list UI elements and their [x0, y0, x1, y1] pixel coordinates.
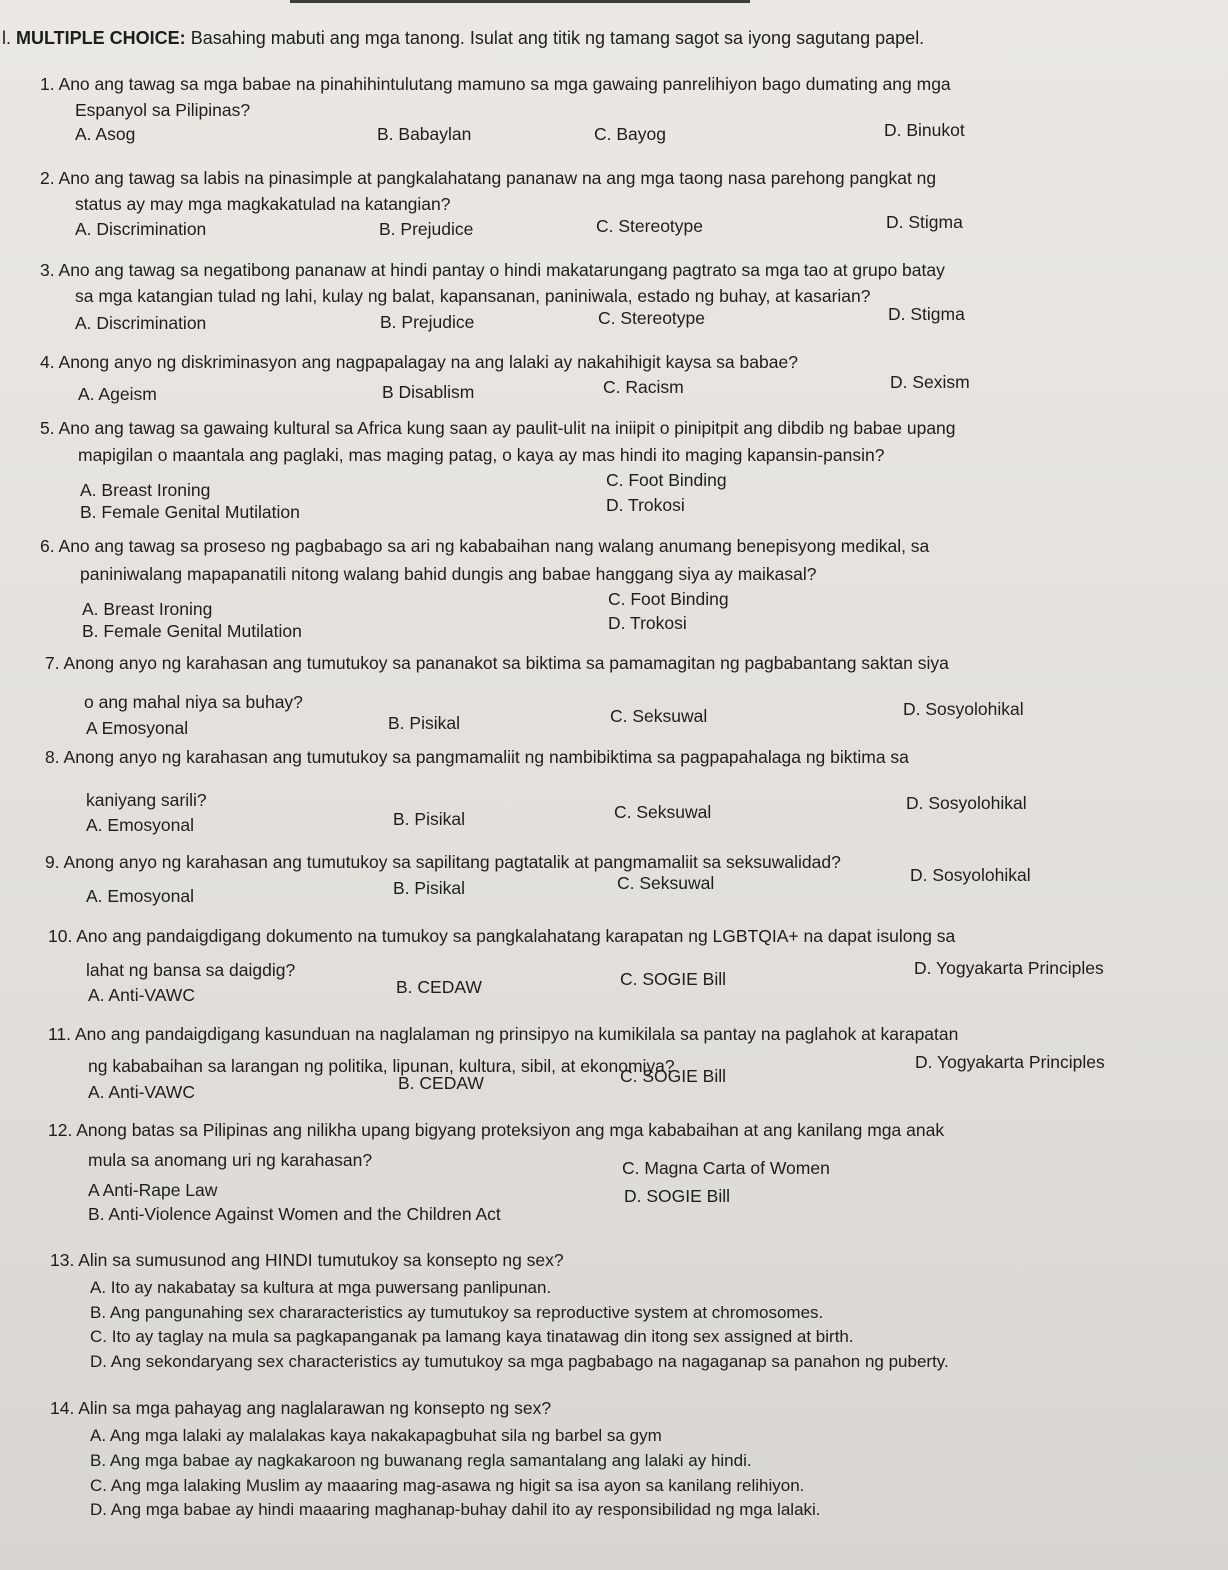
option-a: A. Anti-VAWC: [88, 985, 195, 1005]
question-text-line: sa mga katangian tulad ng lahi, kulay ng balat, kapansanan, paniniwala, estado ng buhay, at kasarian?: [75, 286, 871, 306]
question-5: [40, 416, 956, 440]
question-number: 8.: [45, 747, 60, 767]
option-c: C. Stereotype: [596, 216, 703, 236]
option-a: A. Breast Ironing: [82, 599, 213, 619]
question-text: Ano ang pandaigdigang kasunduan na naglalaman ng prinsipyo na kumikilala sa pantay na paglahok at karapatan: [74, 1024, 959, 1044]
question-text: Ano ang tawag sa proseso ng pagbabago sa ari ng kababaihan nang walang anumang benepisyong medikal, sa: [58, 536, 930, 556]
option-c: C. Magna Carta of Women: [622, 1158, 830, 1178]
option-d: D. Sosyolohikal: [906, 793, 1027, 813]
question-text: Anong anyo ng diskriminasyon ang nagpapalagay na ang lalaki ay nakahihigit kaysa sa babae?: [58, 352, 798, 372]
option-a: A. Ito ay nakabatay sa kultura at mga puwersang panlipunan.: [90, 1278, 552, 1297]
option-b: B. Babaylan: [377, 124, 472, 144]
question-text: Ano ang tawag sa mga babae na pinahihintulutang mamuno sa mga gawaing panrelihiyon bago dumating ang mga: [58, 74, 951, 94]
question-text: Ano ang tawag sa labis na pinasimple at pangkalahatang pananaw na ang mga taong nasa parehong pangkat ng: [58, 168, 937, 188]
option-c: C. Seksuwal: [610, 706, 708, 726]
question-text: Anong anyo ng karahasan ang tumutukoy sa sapilitang pagtatalik at pangmamaliit sa seksuwalidad?: [63, 852, 841, 872]
option-a: A. Asog: [75, 124, 136, 144]
question-text-line: kaniyang sarili?: [86, 790, 207, 810]
header-lead: l.: [2, 28, 11, 48]
option-d: D. Stigma: [886, 212, 963, 232]
option-b: B. Pisikal: [393, 809, 465, 829]
question-4: [40, 350, 798, 374]
question-1: [40, 72, 951, 96]
option-c: C. SOGIE Bill: [620, 969, 726, 989]
question-number: 13.: [50, 1250, 75, 1270]
option-a: A Emosyonal: [86, 718, 189, 738]
question-number: 9.: [45, 852, 60, 872]
question-text-line: o ang mahal niya sa buhay?: [84, 692, 303, 712]
option-b: B. CEDAW: [398, 1073, 484, 1093]
question-9: [45, 850, 841, 874]
question-text: Ano ang tawag sa negatibong pananaw at hindi pantay o hindi makatarungang pagtrato sa mga tao at grupo batay: [58, 260, 945, 280]
option-b: B. Pisikal: [388, 713, 460, 733]
question-text: Alin sa mga pahayag ang naglalarawan ng konsepto ng sex?: [78, 1398, 552, 1418]
option-d: D. Sosyolohikal: [910, 865, 1031, 885]
option-a: A. Discrimination: [75, 219, 207, 239]
question-text: Anong anyo ng karahasan ang tumutukoy sa pananakot sa biktima sa pamamagitan ng pagbabantang saktan siya: [63, 653, 949, 673]
question-11: [48, 1022, 958, 1046]
question-8: [45, 745, 909, 769]
option-d: D. Trokosi: [608, 613, 687, 633]
option-c: C. Stereotype: [598, 308, 705, 328]
question-2: [40, 166, 936, 190]
option-d: D. Ang sekondaryang sex characteristics ay tumutukoy sa mga pagbabago na nagaganap sa panahon ng puberty.: [90, 1352, 949, 1371]
question-number: 1.: [40, 74, 55, 94]
option-c: C. Ito ay taglay na mula sa pagkapanganak pa lamang kaya tinatawag din itong sex assigned at birth.: [90, 1327, 854, 1346]
question-6: [40, 534, 929, 558]
option-b: B. Female Genital Mutilation: [82, 621, 302, 641]
option-c: C. Ang mga lalaking Muslim ay maaaring mag-asawa ng higit sa isa ayon sa kanilang relihiyon.: [90, 1476, 805, 1495]
question-14: [50, 1396, 551, 1420]
option-c: C. Racism: [603, 377, 684, 397]
header-instruction: Basahing mabuti ang mga tanong. Isulat ang titik ng tamang sagot sa iyong sagutang papel.: [190, 28, 925, 48]
top-rule: [290, 0, 750, 3]
option-b: B. Anti-Violence Against Women and the Children Act: [88, 1204, 501, 1224]
question-text: Alin sa sumusunod ang HINDI tumutukoy sa konsepto ng sex?: [78, 1250, 564, 1270]
option-d: D. SOGIE Bill: [624, 1186, 730, 1206]
question-number: 5.: [40, 418, 55, 438]
question-10: [48, 924, 955, 948]
question-7: [45, 651, 949, 675]
option-c: C. Seksuwal: [614, 802, 712, 822]
option-d: D. Ang mga babae ay hindi maaaring maghanap-buhay dahil ito ay responsibilidad ng mga lalaki.: [90, 1500, 821, 1519]
option-d: D. Binukot: [884, 120, 965, 140]
question-number: 2.: [40, 168, 55, 188]
question-number: 3.: [40, 260, 55, 280]
option-b: B. Ang mga babae ay nagkakaroon ng buwanang regla samantalang ang lalaki ay hindi.: [90, 1451, 752, 1470]
question-number: 10.: [48, 926, 73, 946]
question-text-line: ng kababaihan sa larangan ng politika, lipunan, kultura, sibil, at ekonomiya?: [88, 1056, 675, 1076]
option-c: C. Foot Binding: [608, 589, 729, 609]
option-d: D. Trokosi: [606, 495, 685, 515]
option-b: B. Female Genital Mutilation: [80, 502, 300, 522]
option-c: C. Seksuwal: [617, 873, 715, 893]
question-text-line: status ay may mga magkakatulad na katangian?: [75, 194, 451, 214]
option-a: A. Ang mga lalaki ay malalakas kaya nakakapagbuhat sila ng barbel sa gym: [90, 1426, 662, 1445]
option-c: C. SOGIE Bill: [620, 1066, 726, 1086]
option-a: A. Ageism: [78, 384, 157, 404]
option-c: C. Bayog: [594, 124, 666, 144]
question-text: Anong anyo ng karahasan ang tumutukoy sa pangmamaliit ng nambibiktima sa pagpapahalaga ng biktima sa: [63, 747, 909, 767]
question-12: [48, 1118, 944, 1142]
option-d: D. Sosyolohikal: [903, 699, 1024, 719]
question-number: 11.: [48, 1024, 72, 1044]
question-text-line: mapigilan o maantala ang paglaki, mas maging patag, o kaya ay mas hindi ito maging kapansin-pansin?: [78, 445, 885, 465]
option-a: A. Emosyonal: [86, 886, 194, 906]
header-label: MULTIPLE CHOICE:: [16, 28, 186, 48]
question-text: Ano ang tawag sa gawaing kultural sa Africa kung saan ay paulit-ulit na iniipit o pinipitpit ang dibdib ng babae upang: [58, 418, 956, 438]
option-b: B Disablism: [382, 382, 475, 402]
question-number: 6.: [40, 536, 55, 556]
option-a: A. Breast Ironing: [80, 480, 211, 500]
option-c: C. Foot Binding: [606, 470, 727, 490]
option-b: B. Prejudice: [379, 219, 474, 239]
question-text-line: mula sa anomang uri ng karahasan?: [88, 1150, 373, 1170]
option-a: A. Anti-VAWC: [88, 1082, 195, 1102]
question-text-line: paniniwalang mapapanatili nitong walang bahid dungis ang babae hanggang siya ay maikasal?: [80, 564, 817, 584]
option-d: D. Stigma: [888, 304, 965, 324]
question-text-line: lahat ng bansa sa daigdig?: [86, 960, 296, 980]
option-a: A Anti-Rape Law: [88, 1180, 218, 1200]
question-number: 7.: [45, 653, 60, 673]
option-b: B. Prejudice: [380, 312, 475, 332]
question-number: 4.: [40, 352, 55, 372]
option-b: B. CEDAW: [396, 977, 482, 997]
question-text: Anong batas sa Pilipinas ang nilikha upang bigyang proteksiyon ang mga kababaihan at ang kanilang mga anak: [76, 1120, 945, 1140]
option-b: B. Ang pangunahing sex chararacteristics ay tumutukoy sa reproductive system at chromosomes.: [90, 1303, 824, 1322]
question-text: Ano ang pandaigdigang dokumento na tumukoy sa pangkalahatang karapatan ng LGBTQIA+ na dapat isulong sa: [76, 926, 956, 946]
question-3: [40, 258, 945, 282]
section-header: [2, 28, 924, 49]
question-number: 14.: [50, 1398, 75, 1418]
option-d: D. Sexism: [890, 372, 970, 392]
option-a: A. Discrimination: [75, 313, 207, 333]
question-13: [50, 1248, 564, 1272]
question-text-line: Espanyol sa Pilipinas?: [75, 100, 251, 120]
option-a: A. Emosyonal: [86, 815, 194, 835]
option-d: D. Yogyakarta Principles: [915, 1052, 1105, 1072]
option-b: B. Pisikal: [393, 878, 465, 898]
question-number: 12.: [48, 1120, 73, 1140]
option-d: D. Yogyakarta Principles: [914, 958, 1104, 978]
